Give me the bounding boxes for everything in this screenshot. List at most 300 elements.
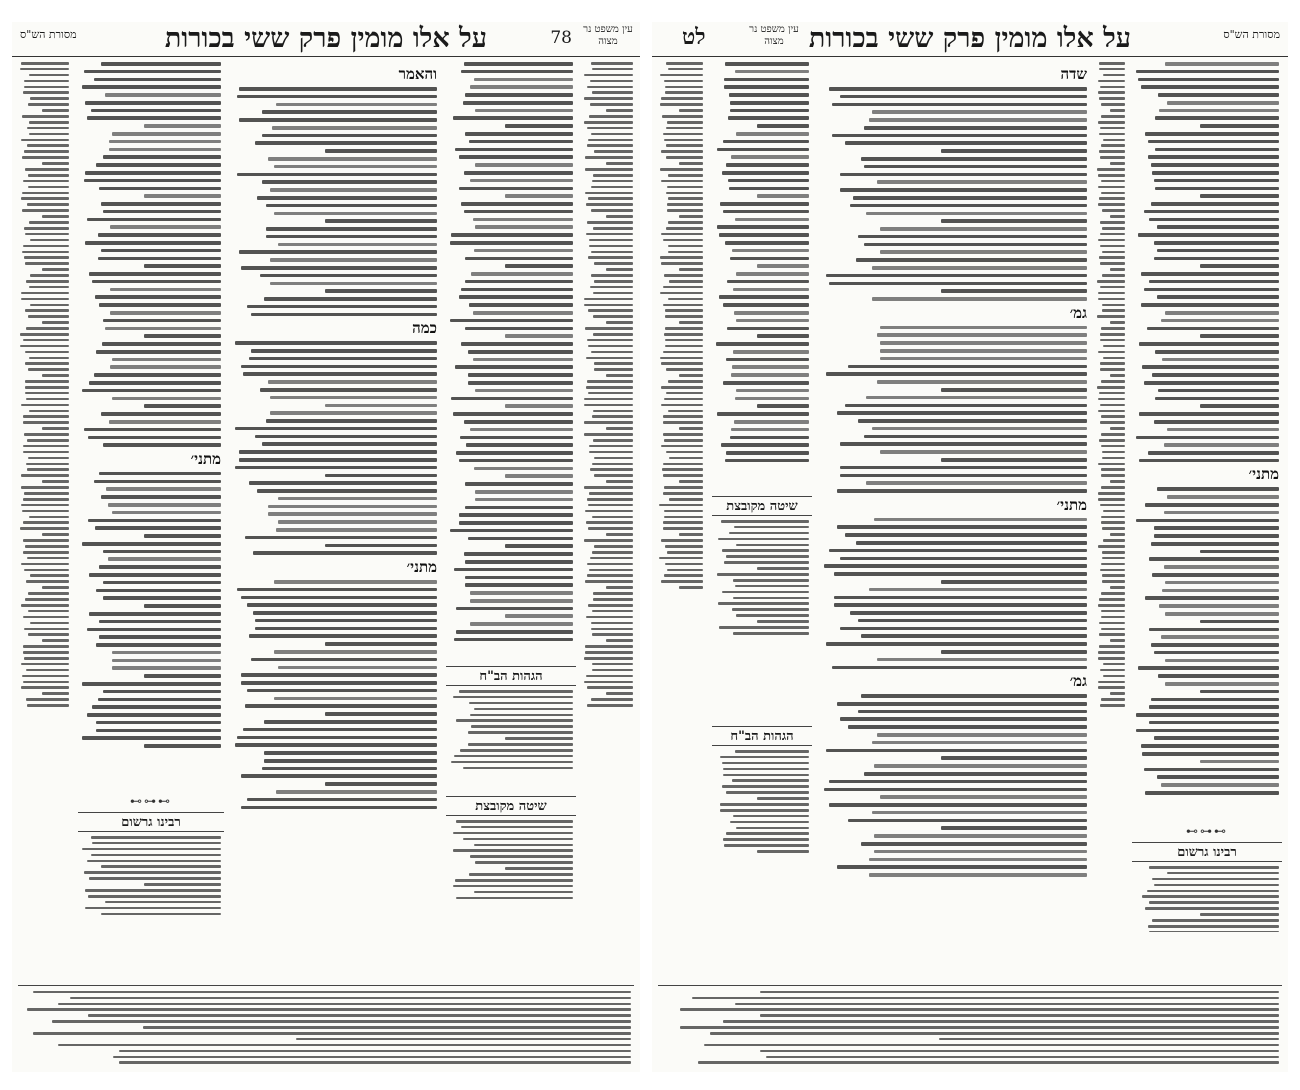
text-line (1149, 557, 1279, 561)
text-line (679, 162, 703, 165)
text-line (29, 286, 69, 289)
text-line (33, 1032, 631, 1035)
text-line (733, 579, 809, 582)
text-line (274, 580, 437, 584)
text-line (23, 451, 69, 454)
text-line (450, 529, 573, 533)
text-line (668, 298, 703, 301)
text-line (103, 550, 221, 554)
rabbeinu-gershom-box (1132, 822, 1282, 932)
text-line (58, 1044, 631, 1047)
text-line (592, 669, 634, 672)
text-line (87, 116, 221, 120)
text-line (95, 295, 221, 299)
text-line (274, 212, 437, 216)
text-line (593, 410, 633, 413)
text-line (1164, 565, 1279, 569)
text-line (733, 350, 809, 354)
text-line (866, 481, 1087, 485)
text-line (593, 174, 634, 177)
text-line (108, 557, 221, 561)
text-line (584, 398, 633, 401)
text-line (475, 490, 573, 494)
text-line (941, 388, 1087, 392)
talmud-page-right (652, 22, 1288, 1072)
text-line (594, 545, 634, 548)
text-line (27, 439, 69, 442)
text-line (255, 435, 437, 439)
text-line (1139, 459, 1279, 463)
text-line (606, 586, 634, 589)
text-line (278, 243, 437, 247)
bottom-commentary (18, 985, 634, 1064)
text-line (845, 141, 1087, 145)
text-line (592, 633, 633, 636)
text-line (278, 666, 437, 670)
text-line (58, 1003, 631, 1006)
text-line (718, 602, 809, 605)
text-line (591, 274, 633, 277)
text-line (663, 527, 703, 530)
text-line (1099, 256, 1125, 259)
text-line (325, 782, 437, 786)
text-line (864, 772, 1087, 776)
text-line (23, 521, 69, 524)
text-line (757, 334, 809, 338)
text-line (726, 358, 809, 362)
text-line (736, 272, 809, 276)
text-line (42, 692, 70, 695)
text-line (23, 91, 69, 94)
text-line (1101, 486, 1125, 489)
text-line (95, 526, 221, 530)
text-line (89, 381, 221, 385)
rashi-column (712, 62, 812, 482)
text-line (587, 221, 634, 224)
text-line (663, 415, 703, 418)
text-line (470, 599, 573, 603)
text-line (1159, 109, 1279, 113)
text-line (144, 194, 221, 198)
text-line (663, 492, 703, 495)
text-line (103, 210, 221, 214)
text-line (1098, 545, 1125, 548)
text-line (829, 780, 1087, 784)
text-line (505, 614, 573, 618)
text-line (660, 292, 703, 295)
text-line (23, 180, 69, 183)
text-line (663, 133, 703, 136)
text-line (42, 586, 70, 589)
margin-references (16, 62, 72, 922)
text-line (664, 80, 703, 83)
text-line (864, 435, 1087, 439)
text-line (665, 309, 703, 312)
text-line (735, 70, 809, 74)
text-line (588, 256, 633, 259)
text-line (241, 806, 437, 810)
text-line (729, 532, 809, 535)
text-line (587, 563, 634, 566)
text-line (468, 743, 573, 746)
text-line (721, 443, 809, 447)
text-line (1102, 574, 1125, 577)
text-line (465, 560, 573, 564)
text-line (1102, 457, 1125, 460)
text-line (1154, 526, 1279, 530)
text-line (733, 288, 809, 292)
text-line (99, 635, 221, 639)
text-line (24, 256, 69, 259)
text-line (52, 1020, 632, 1023)
text-line (1102, 557, 1125, 560)
text-line (585, 651, 634, 654)
text-line (858, 710, 1087, 714)
text-line (21, 486, 70, 489)
text-line (460, 436, 573, 440)
text-line (591, 251, 633, 254)
text-line (92, 280, 221, 284)
text-line (241, 596, 437, 600)
text-line (760, 1050, 1279, 1053)
text-line (1110, 480, 1125, 483)
text-line (42, 321, 70, 324)
text-line (840, 466, 1087, 470)
text-line (1145, 791, 1279, 795)
text-line (584, 539, 633, 542)
text-line (88, 895, 221, 898)
text-line (606, 533, 634, 536)
text-line (89, 612, 221, 616)
text-line (99, 303, 221, 307)
text-line (666, 192, 703, 195)
text-line (103, 155, 221, 159)
text-line (1100, 339, 1125, 342)
text-line (465, 482, 573, 486)
text-line (732, 249, 809, 253)
text-line (99, 187, 221, 191)
text-line (28, 174, 70, 177)
text-line (1155, 350, 1279, 354)
tosafot-column (1132, 62, 1282, 822)
text-line (1110, 692, 1125, 695)
text-line (94, 480, 221, 484)
text-line (27, 144, 69, 147)
text-line (27, 557, 69, 560)
text-line (1110, 374, 1125, 377)
text-line (829, 282, 1087, 286)
text-line (591, 133, 634, 136)
text-line (880, 326, 1087, 330)
text-line (237, 95, 437, 99)
text-line (661, 262, 703, 265)
text-line (1136, 436, 1279, 440)
text-line (475, 861, 573, 864)
text-line (760, 991, 1279, 994)
text-line (1101, 380, 1125, 383)
text-line (861, 634, 1087, 638)
text-line (698, 1061, 1279, 1064)
text-line (459, 690, 573, 693)
text-line (1100, 362, 1125, 365)
text-line (1142, 365, 1279, 369)
text-line (1101, 698, 1125, 701)
text-line (109, 148, 221, 152)
text-line (941, 580, 1087, 584)
text-line (465, 576, 573, 580)
text-line (1158, 674, 1279, 678)
text-line (325, 149, 437, 153)
text-line (22, 115, 70, 118)
text-line (255, 619, 437, 623)
text-line (325, 219, 437, 223)
text-line (667, 186, 703, 189)
text-line (1101, 563, 1125, 566)
text-line (262, 180, 437, 184)
text-line (864, 165, 1087, 169)
text-line (722, 549, 809, 552)
margin-references (1094, 62, 1128, 902)
text-line (590, 103, 634, 106)
text-line (24, 227, 70, 230)
text-line (103, 443, 221, 447)
text-line (1154, 179, 1279, 183)
text-line (1159, 604, 1279, 608)
text-line (853, 196, 1087, 200)
ein-mishpat-column (656, 62, 706, 762)
text-line (99, 472, 221, 476)
text-line (85, 889, 221, 892)
text-line (589, 115, 633, 118)
text-line (593, 315, 634, 318)
hagahot-label: הגהות הב"ח (446, 666, 576, 686)
text-line (731, 155, 809, 159)
text-line (1102, 274, 1125, 277)
text-line (664, 574, 703, 577)
text-line (26, 698, 69, 701)
text-line (735, 1003, 1279, 1006)
text-line (21, 474, 69, 477)
text-line (757, 194, 809, 198)
text-line (1138, 78, 1279, 82)
text-line (1099, 622, 1125, 625)
text-line (1103, 74, 1125, 77)
text-line (84, 871, 221, 874)
text-line (666, 62, 703, 65)
text-line (1139, 412, 1279, 416)
text-line (1098, 398, 1125, 401)
text-line (1100, 333, 1125, 336)
text-line (730, 109, 809, 113)
text-line (22, 251, 69, 254)
text-line (29, 221, 70, 224)
text-line (1152, 373, 1279, 377)
text-line (730, 257, 809, 261)
text-line (587, 144, 634, 147)
text-line (665, 345, 703, 348)
text-line (276, 790, 437, 794)
text-line (94, 373, 221, 377)
text-line (588, 392, 633, 395)
text-line (848, 819, 1087, 823)
text-line (845, 533, 1087, 537)
text-line (606, 268, 634, 271)
text-line (757, 567, 809, 570)
text-line (1098, 298, 1125, 301)
text-line (589, 245, 634, 248)
text-line (732, 365, 809, 369)
text-line (723, 210, 809, 214)
text-line (692, 997, 1279, 1000)
text-line (87, 218, 221, 222)
text-line (1152, 573, 1279, 577)
text-line (592, 68, 633, 71)
text-line (845, 404, 1087, 408)
text-line (726, 163, 809, 167)
text-line (262, 442, 437, 446)
text-line (459, 187, 573, 191)
text-line (247, 603, 437, 607)
text-line (1101, 468, 1125, 471)
text-line (87, 628, 221, 632)
text-line (1099, 598, 1125, 601)
text-line (1098, 121, 1125, 124)
text-line (720, 803, 809, 806)
text-line (1152, 171, 1279, 175)
text-line (666, 227, 703, 230)
text-line (257, 489, 437, 493)
text-line (1102, 251, 1125, 254)
text-line (505, 474, 573, 478)
text-line (679, 480, 703, 483)
text-line (1144, 210, 1279, 214)
text-line (276, 528, 437, 532)
text-line (834, 603, 1087, 607)
text-line (856, 258, 1087, 262)
text-line (590, 286, 634, 289)
text-line (29, 357, 69, 360)
text-line (235, 427, 437, 431)
text-line (661, 180, 703, 183)
text-line (1136, 519, 1279, 523)
text-line (606, 321, 634, 324)
text-line (594, 150, 633, 153)
text-line (450, 241, 573, 245)
text-line (941, 756, 1087, 760)
text-line (278, 497, 437, 501)
text-line (1142, 752, 1279, 756)
text-line (23, 645, 69, 648)
text-line (249, 481, 437, 485)
text-line (661, 386, 703, 389)
text-line (1098, 351, 1125, 354)
text-line (98, 233, 221, 237)
rabbeinu-gershom-box (78, 792, 224, 922)
text-line (475, 389, 573, 393)
text-line (661, 539, 703, 542)
text-line (1101, 521, 1125, 524)
text-line (469, 702, 573, 705)
text-line (858, 235, 1087, 239)
text-line (592, 610, 634, 613)
text-line (723, 768, 809, 771)
text-line (1155, 148, 1279, 152)
text-line (1151, 698, 1279, 702)
text-line (837, 489, 1087, 493)
text-line (98, 257, 221, 261)
text-line (1102, 304, 1125, 307)
text-line (96, 721, 221, 725)
text-line (668, 245, 703, 248)
text-line (1101, 610, 1125, 613)
text-line (21, 197, 70, 200)
text-line (584, 121, 633, 124)
text-line (826, 749, 1087, 753)
text-line (719, 233, 809, 237)
text-line (1200, 194, 1279, 198)
text-line (704, 1044, 1279, 1047)
text-line (112, 511, 221, 515)
text-line (325, 289, 437, 293)
text-line (25, 309, 70, 312)
text-line (669, 498, 703, 501)
text-line (1100, 262, 1125, 265)
text-line (1101, 144, 1125, 147)
text-line (660, 256, 703, 259)
text-line (1100, 569, 1125, 572)
text-line (1151, 163, 1279, 167)
text-line (680, 1026, 1279, 1029)
text-line (1110, 109, 1125, 112)
text-line (82, 85, 221, 89)
text-line (584, 97, 634, 100)
text-line (587, 686, 634, 689)
text-line (872, 427, 1087, 431)
text-line (869, 858, 1087, 862)
page-title: על אלו מומין פרק ששי בכורות (808, 23, 1132, 54)
gemara-marker-2: גמ׳ (1067, 672, 1090, 691)
text-line (1098, 657, 1125, 660)
text-line (112, 659, 221, 663)
text-line (589, 451, 634, 454)
text-line (1102, 551, 1125, 554)
text-line (664, 139, 703, 142)
text-line (663, 433, 703, 436)
mesoret-label: מסורת הש"ס (1223, 28, 1280, 41)
text-line (723, 303, 809, 307)
text-line (586, 357, 634, 360)
text-line (606, 692, 634, 695)
text-line (22, 209, 69, 212)
text-line (28, 103, 69, 106)
text-line (717, 148, 809, 152)
text-line (23, 245, 70, 248)
text-line (726, 451, 809, 455)
text-line (1149, 721, 1279, 725)
text-line (28, 633, 70, 636)
text-line (1155, 116, 1279, 120)
text-line (85, 101, 221, 105)
text-line (680, 1008, 1279, 1011)
text-line (866, 396, 1087, 400)
text-line (722, 591, 809, 594)
text-line (325, 404, 437, 408)
text-line (20, 68, 70, 71)
text-line (473, 358, 573, 362)
text-line (588, 345, 633, 348)
text-line (834, 596, 1087, 600)
text-line (255, 627, 437, 631)
